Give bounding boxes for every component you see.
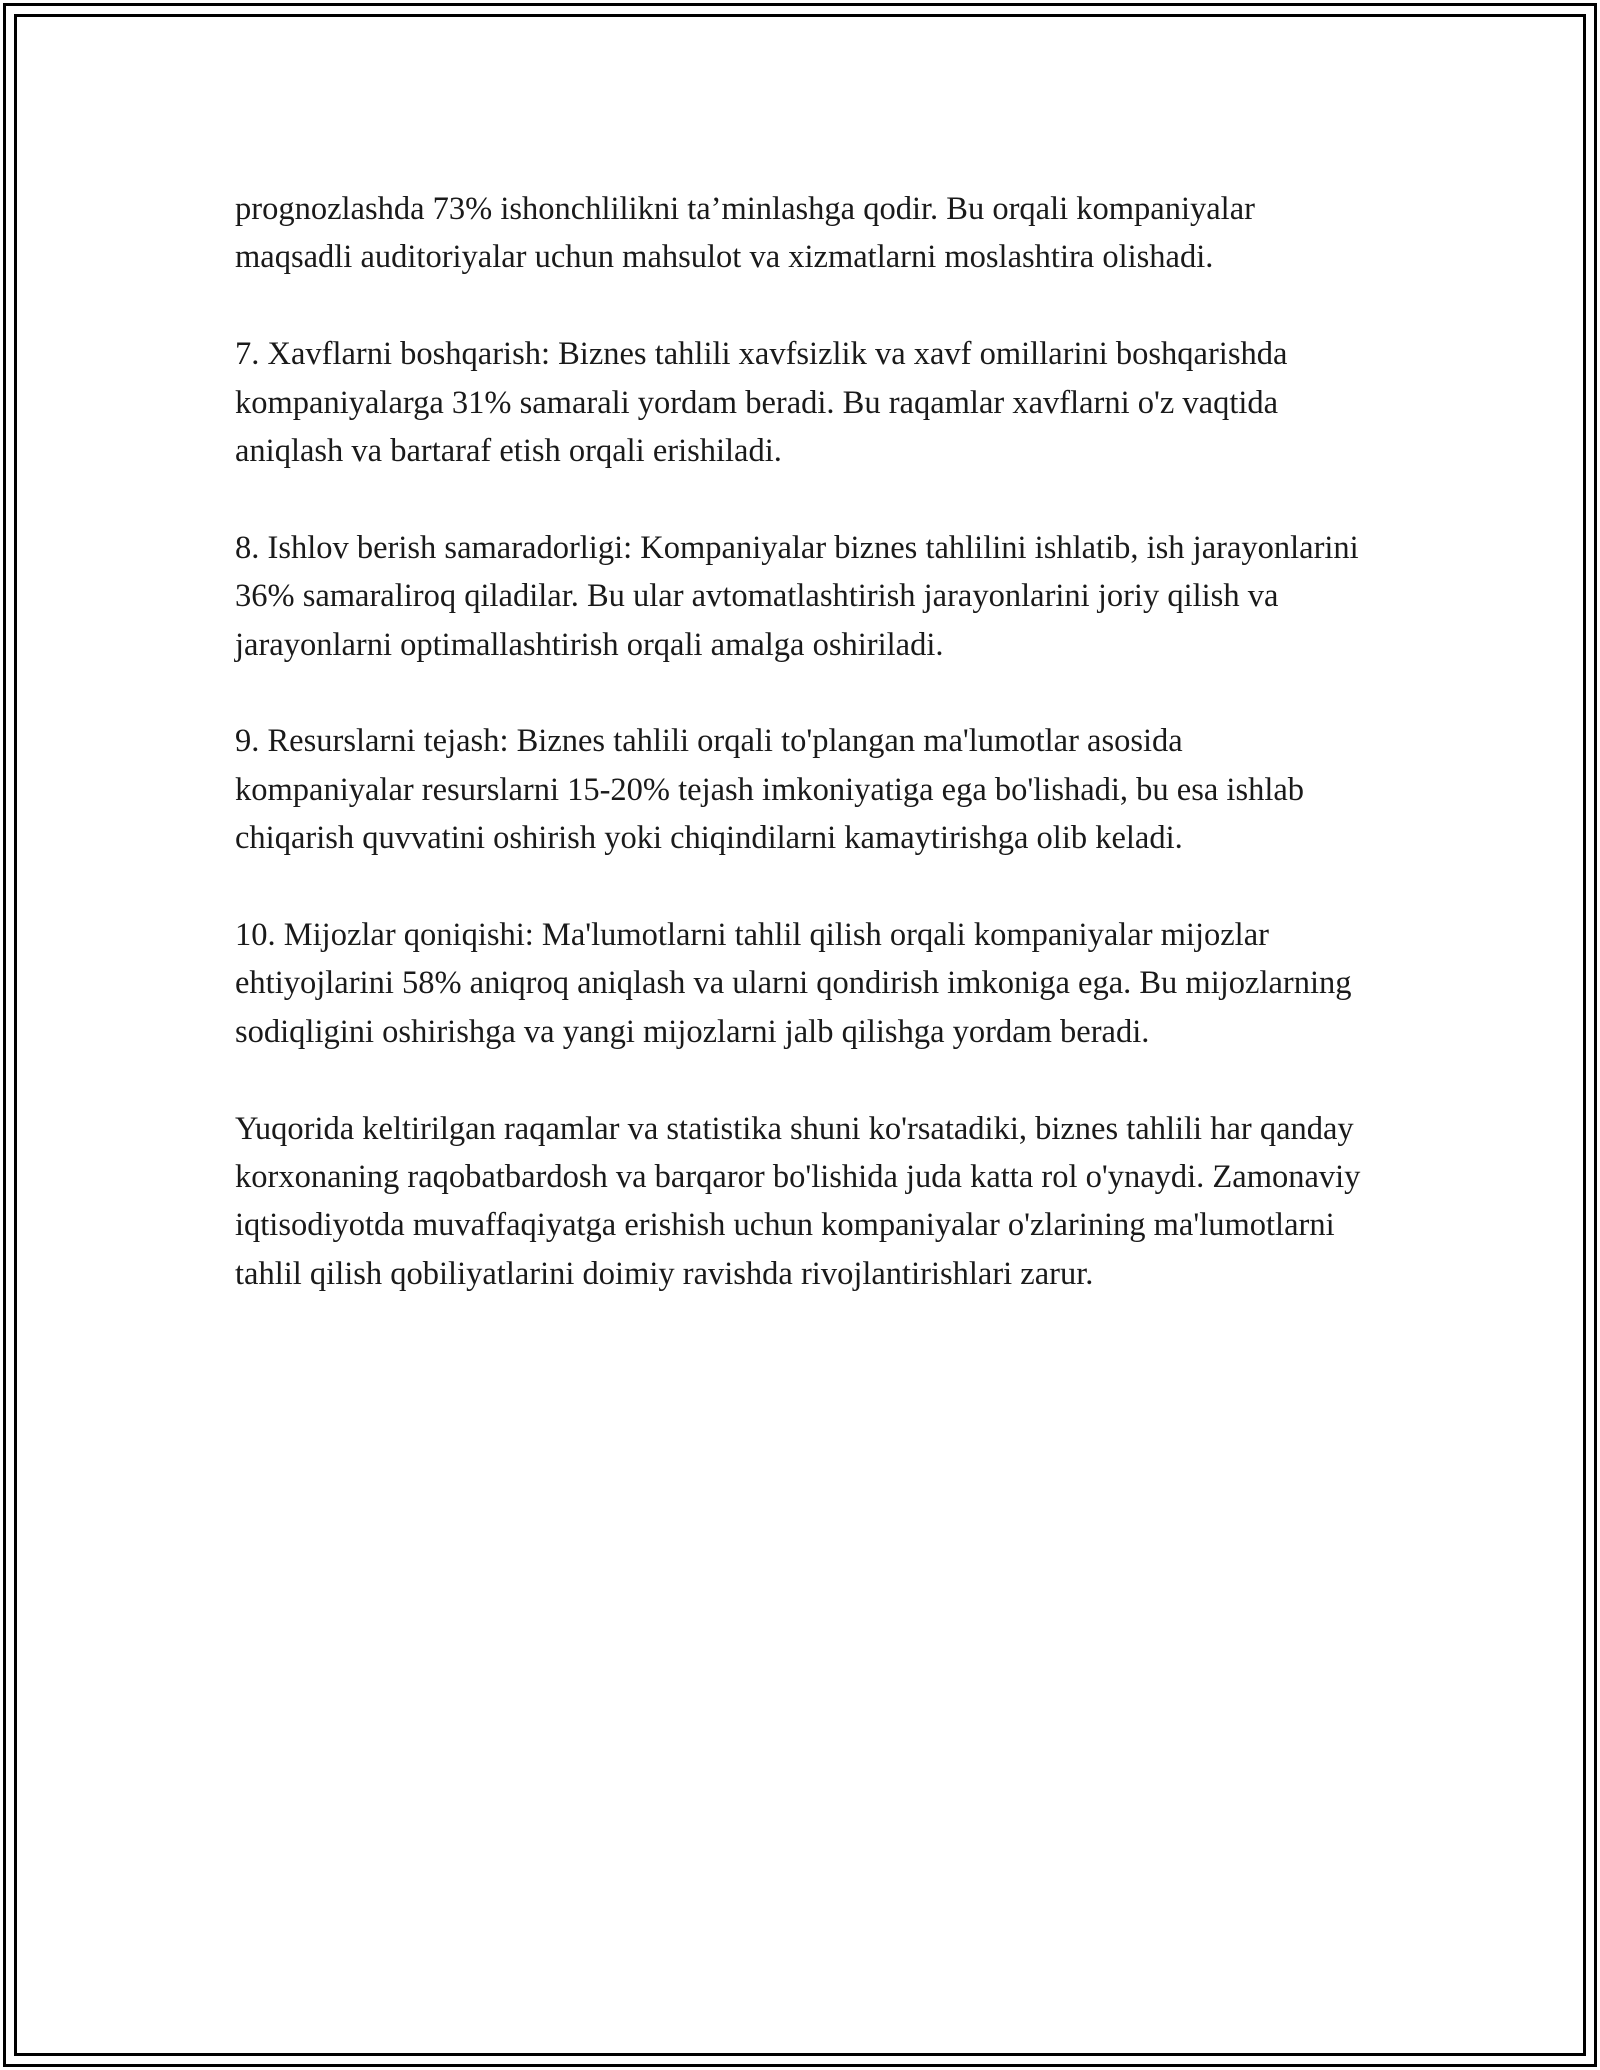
paragraph-item-8: 8. Ishlov berish samaradorligi: Kompaniyalar biznes tahlilini ishlatib, ish jarayonlarini 36% samaraliroq qiladilar. Bu ular avtomatlashtirish jarayonlarini joriy qilish va jarayonlarni optimallashtirish orqali amalga oshiriladi. [235, 529, 1359, 663]
paragraph-conclusion: Yuqorida keltirilgan raqamlar va statistika shuni ko'rsatadiki, biznes tahlili har qanday korxonaning raqobatbardosh va barqaror bo'lishida juda katta rol o'ynaydi. Zamonaviy iqtisodiyotda muvaffaqiyatga erishish uchun kompaniyalar o'zlarining ma'lumotlarni tahlil qilish qobiliyatlarini doimiy ravishda rivojlantirishlari zarur. [235, 1110, 1361, 1292]
document-body [235, 185, 1365, 1347]
paragraph-continuation: prognozlashda 73% ishonchlilikni ta’minlashga qodir. Bu orqali kompaniyalar maqsadli auditoriyalar uchun mahsulot va xizmatlarni moslashtira olishadi. [235, 191, 1255, 276]
paragraph-item-10: 10. Mijozlar qoniqishi: Ma'lumotlarni tahlil qilish orqali kompaniyalar mijozlar ehtiyojlarini 58% aniqroq aniqlash va ularni qondirish imkoniga ega. Bu mijozlarning sodiqligini oshirishga va yangi mijozlarni jalb qilishga yordam beradi. [235, 917, 1352, 1050]
paragraph-item-7: 7. Xavflarni boshqarish: Biznes tahlili xavfsizlik va xavf omillarini boshqarishda kompaniyalarga 31% samarali yordam beradi. Bu raqamlar xavflarni o'z vaqtida aniqlash va bartaraf etish orqali erishiladi. [235, 336, 1288, 470]
paragraph-item-9: 9. Resurslarni tejash: Biznes tahlili orqali to'plangan ma'lumotlar asosida kompaniyalar resurslarni 15-20% tejash imkoniyatiga ega bo'lishadi, bu esa ishlab chiqarish quvvatini oshirish yoki chiqindilarni kamaytirishga olib keladi. [235, 723, 1305, 857]
